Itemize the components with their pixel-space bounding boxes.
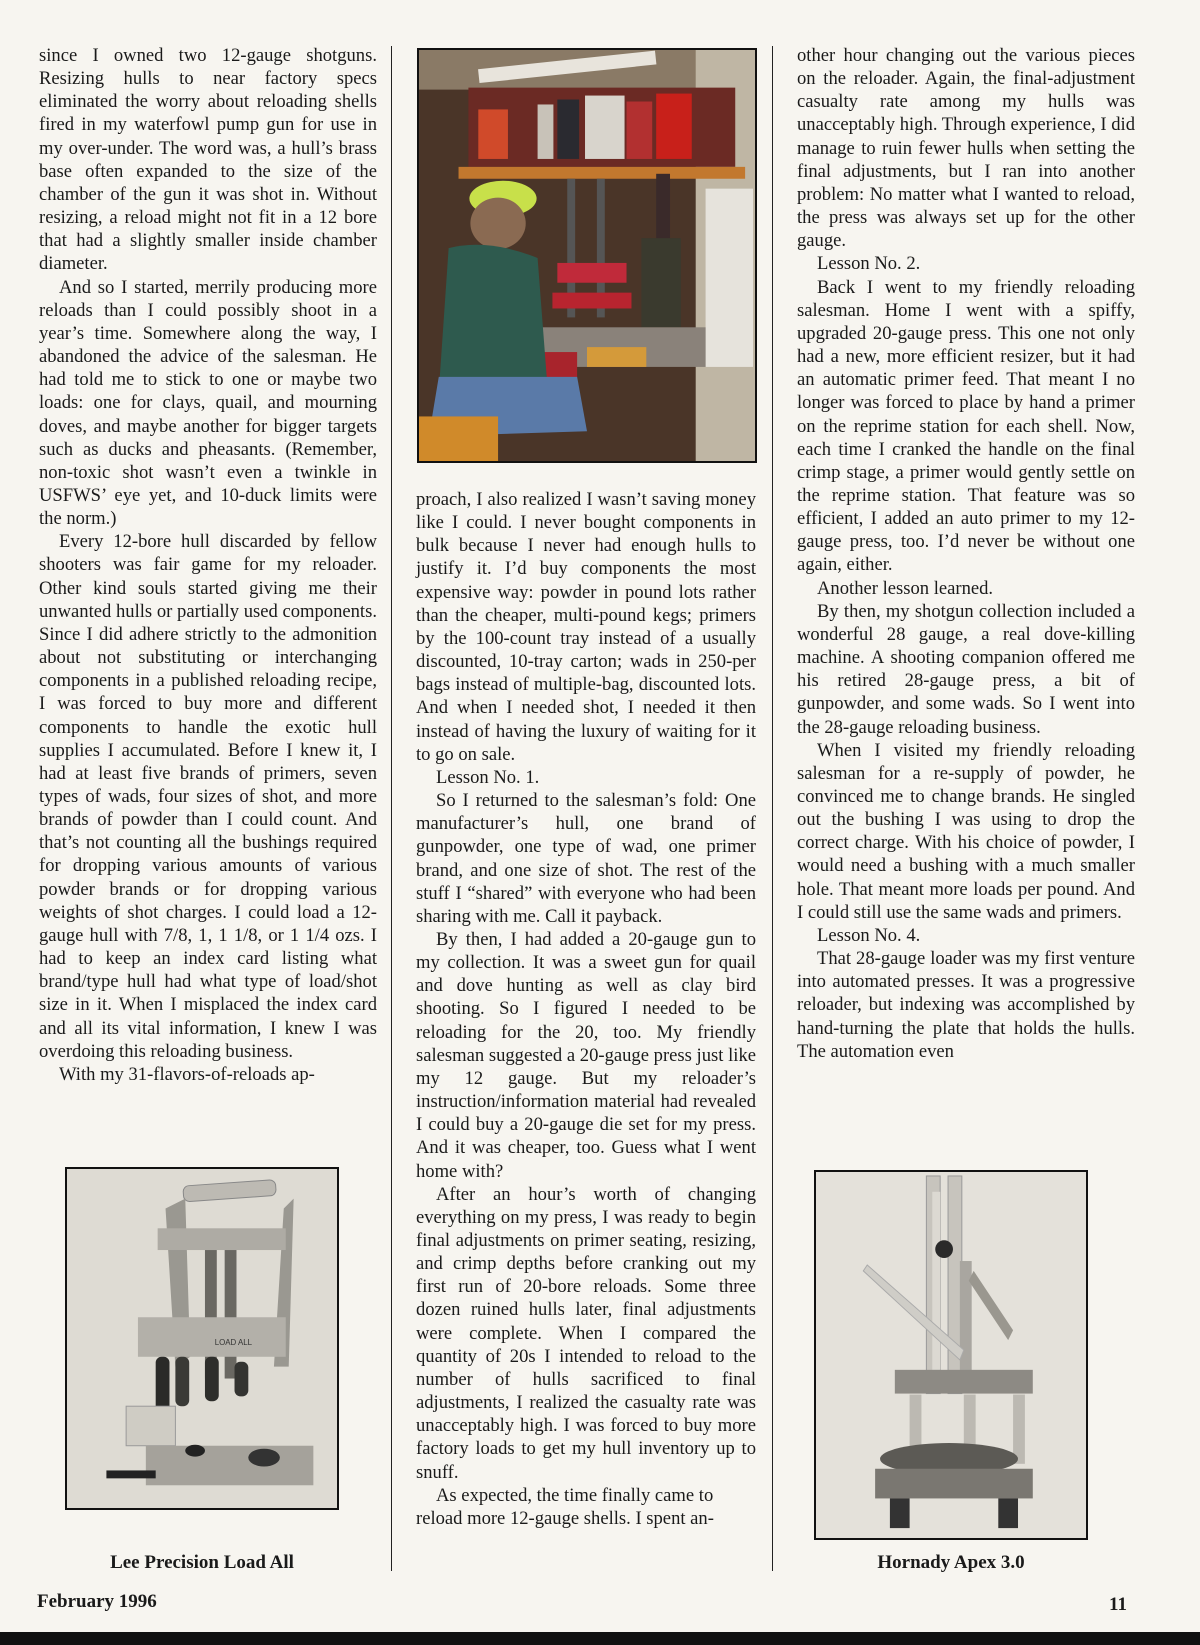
paragraph: So I returned to the salesman’s fold: One manufacturer’s hull, one brand of gunpowder, one type of wad, one primer brand, and one size of shot. The rest of the stuff I “shared” with everyone who had been sharing with me. Call it payback.: [416, 790, 756, 927]
paragraph: since I owned two 12-gauge shotguns. Resizing hulls to near factory specs eliminated the worry about reloading shells fired in my waterfowl pump gun for use in my over-under. The word was, a hull’s brass base often expanded to the size of the chamber of the gun it was shot in. Without resizing, a reload might not fit in a 12 bore that had a slightly smaller inside chamber diameter.: [39, 45, 377, 275]
paragraph: By then, my shotgun collection included a wonderful 28 gauge, a real dove-killing machine. A shooting companion offered me his retired 28-gauge press, a bit of gunpowder, and some wads. So I went into the 28-gauge reloading business.: [797, 600, 1135, 738]
hornady-apex-photo: [814, 1170, 1088, 1540]
paragraph: By then, I had added a 20-gauge gun to my collection. It was a sweet gun for quail and dove hunting as well as clay bird shooting. So I figured I needed to be reloading for the 20, too. My friendly salesman suggested a 20-gauge press just like my 12 gauge. But my reloader’s instruction/information material had revealed I could buy a 20-gauge die set for my press. And it was cheaper, too. Guess what I went home with?: [416, 928, 756, 1182]
paragraph: And so I started, merrily producing more reloads than I could possibly shoot in a year’s time. Somewhere along the way, I abandoned the advice of the salesman. He had told me to stick to one or maybe two loads: one for clays, quail, and mourning doves, and maybe another for bigger targets such as ducks and pheasants. (Remember, non-toxic shot wasn’t even a twinkle in USFWS’ eye yet, and 10-duck limits were the norm.): [39, 276, 377, 530]
paragraph: Another lesson learned.: [817, 577, 994, 599]
reloading-bench-photo: [417, 48, 757, 463]
paragraph: When I visited my friendly reloading salesman for a re-supply of powder, he convinced me to change brands. He singled out the bushing I was using to drop the correct charge. With his choice of powder, I would need a bushing with a much smaller hole. That meant more loads per pound. And I could still use the same wads and primers.: [797, 739, 1135, 923]
lesson-heading: Lesson No. 4.: [817, 924, 921, 946]
page-number: 11: [1109, 1594, 1127, 1615]
paragraph: That 28-gauge loader was my first venture into automated presses. It was a progressive reloader, but indexing was accomplished by hand-turning the plate that holds the hulls. The automation even: [797, 948, 1135, 1062]
article-column-1: [39, 44, 377, 1086]
article-column-2: [416, 488, 756, 1530]
paragraph: With my 31-flavors-of-reloads ap-: [59, 1063, 315, 1085]
lesson-heading: Lesson No. 2.: [817, 253, 921, 275]
paragraph: proach, I also realized I wasn’t saving money like I could. I never bought components in bulk because I never had enough hulls to justify it. I’d buy components the most expensive way: powder in pound lots rather than the cheaper, multi-pound kegs; primers by the 100-count tray instead of a usually discounted, 10-tray carton; wads in 250-per bags instead of multiple-bag, discounted lots. And when I needed shot, I needed it then instead of having the luxury of waiting for it to go on sale.: [416, 489, 756, 765]
article-column-3: [797, 44, 1135, 1063]
lee-load-all-photo: [65, 1167, 339, 1510]
bottom-edge-bar: [0, 1632, 1200, 1645]
lesson-heading: Lesson No. 1.: [436, 766, 540, 788]
issue-date: February 1996: [37, 1591, 157, 1612]
svg-text:LOAD ALL: LOAD ALL: [214, 1337, 252, 1347]
photo-caption: Hornady Apex 3.0: [877, 1552, 1025, 1573]
paragraph: After an hour’s worth of changing everything on my press, I was ready to begin final adjustments on primer seating, resizing, and crimp depths before cranking out my first run of 20-bore reloads. Some three dozen ruined hulls later, final adjustments were complete. When I compared the quantity of 20s I intended to reload to the number of hulls sacrificed to final adjustments, I realized the casualty rate was unacceptably high. I was forced to buy more factory loads to get my hull inventory up to snuff.: [416, 1183, 756, 1483]
paragraph: Back I went to my friendly reloading salesman. Home I went with a spiffy, upgraded 20-gauge press. This one not only had a new, more efficient resizer, but it had an automatic primer feed. That meant I no longer was forced to place by hand a primer on the reprime station for each shell. Now, each time I cranked the handle on the final crimp stage, a primer would gently settle on the reprime station. That feature was so efficient, I added an auto primer to my 12-gauge press, too. I’d never be without one again, either.: [797, 276, 1135, 576]
column-rule: [391, 46, 392, 1571]
column-rule: [772, 46, 773, 1571]
paragraph: other hour changing out the various pieces on the reloader. Again, the final-adjustment casualty rate among my hulls was unacceptably high. Through experience, I did manage to ruin fewer hulls when setting the final adjustments, but I ran into another problem: No matter what I wanted to reload, the press was always set up for the other gauge.: [797, 45, 1135, 252]
photo-caption: Lee Precision Load All: [110, 1552, 294, 1573]
paragraph: Every 12-bore hull discarded by fellow shooters was fair game for my reloader. Other kind souls started giving me their unwanted hulls or partially used components. Since I did adhere strictly to the admonition about not substituting or interchanging components in a published reloading recipe, I was forced to buy more and different components to handle the exotic hull supplies I accumulated. Before I knew it, I had at least five brands of primers, seven types of wads, four sizes of shot, and more brands of powder than I could count. And that’s not counting all the bushings required for dropping various amounts of various powder brands or for dropping various weights of shot charges. I could load a 12-gauge hull with 7/8, 1, 1 1/8, or 1 1/4 ozs. I had to keep an index card listing what brand/type hull had what type of load/shot size in it. When I misplaced the index card and all its vital information, I knew I was overdoing this reloading business.: [39, 531, 377, 1062]
paragraph: As expected, the time finally came to reload more 12-gauge shells. I spent an-: [416, 1484, 714, 1529]
